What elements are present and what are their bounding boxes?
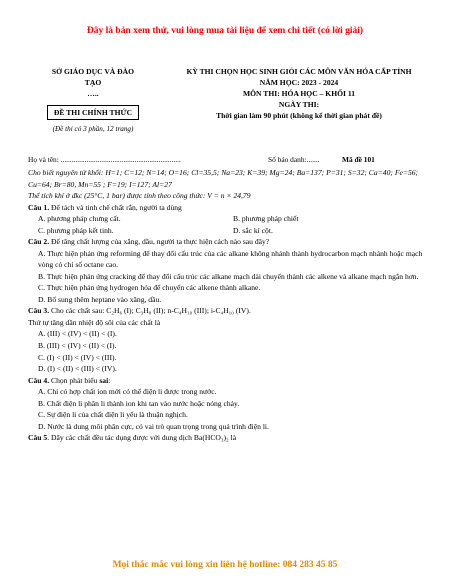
question-3: Câu 3. Cho các chất sau: C₂H₆ (I); C₃H₈ (II); n-C₄H₁₀ (III); i-C₄H₁₀ (IV). <box>28 306 251 316</box>
school-year: NĂM HỌC: 2023 - 2024 <box>259 78 339 87</box>
q3-option-c: C. (I) < (II) < (IV) < (III). <box>38 352 117 362</box>
question-1-options <box>28 213 428 225</box>
exam-duration: Thời gian làm 90 phút (không kể thời gian phát đề) <box>216 111 382 120</box>
hotline-banner: Mọi thắc mắc vui lòng xin liên hệ hotline: 084 283 45 85 <box>112 560 338 570</box>
q3-option-b: B. (III) < (IV) < (II) < (I). <box>38 340 117 350</box>
exam-code: Mã đề 101 <box>342 155 375 164</box>
candidate-name-field: Họ và tên: ................................................................. <box>28 155 181 164</box>
question-4: Câu 4. Chọn phát biểu sai: <box>28 375 111 385</box>
q4-option-c: C. Sự điện li của chất điện li yếu là thuận nghịch. <box>38 410 188 420</box>
q4-option-a: A. Chỉ có hợp chất ion mới có thể điện li được trong nước. <box>38 387 217 397</box>
q2-option-b: B. Thực hiện phản ứng cracking để thay đổi cấu trúc các alkane mạch dài chuyển thành các alkene và alkane mạch ngắn hơn. <box>38 271 419 281</box>
exam-date: NGÀY THI: <box>278 100 320 109</box>
department-line1: SỞ GIÁO DỤC VÀ ĐÀO <box>51 67 135 76</box>
official-exam-label: ĐỀ THI CHÍNH THỨC <box>47 105 139 120</box>
question-2: Câu 2. Để tăng chất lượng của xăng, dầu, người ta thực hiện cách nào sau đây? <box>28 237 270 247</box>
q3-option-a: A. (III) < (IV) < (II) < (I). <box>38 329 117 339</box>
question-1: Câu 1. Để tách và tinh chế chất rắn, người ta dùng <box>28 202 182 212</box>
subject: MÔN THI: HÓA HỌC – KHỐI 11 <box>242 89 356 98</box>
q4-option-d: D. Nước là dung môi phân cực, có vai trò quan trọng trong quá trình điện li. <box>38 421 269 431</box>
q2-option-d: D. Bổ sung thêm heptane vào xăng, dầu. <box>38 294 162 304</box>
preview-banner: Đây là bản xem thử, vui lòng mua tài liệu để xem chi tiết (có lời giải) <box>86 26 364 36</box>
exam-title: KỲ THI CHỌN HỌC SINH GIỎI CÁC MÔN VĂN HÓA CẤP TỈNH <box>186 67 412 76</box>
exam-body <box>28 167 428 444</box>
question-5: Câu 5. Dãy các chất đều tác dụng được với dung dịch Ba(HCO₃)₂ là <box>28 433 237 443</box>
department-line2: TẠO <box>84 78 102 87</box>
q1-option-d: D. sắc kí cột. <box>233 225 273 235</box>
atomic-masses: Cho biết nguyên tử khối: H=1; C=12; N=14; O=16; Cl=35,5; Na=23; K=39; Mg=24; Ba=137; P=31; S=32; Ca=40; Fe=56; Cu=64; Br=80, Mn=55 ; F=19; I=127; Al=27 <box>28 168 419 189</box>
q3-option-d: D. (I) < (II) < (III) < (IV). <box>38 364 117 374</box>
q4-option-b: B. Chất điện li phân li thành ion khi tan vào nước hoặc nóng chảy. <box>38 398 240 408</box>
question-3-prompt: Thứ tự tăng dần nhiệt độ sôi của các chất là <box>28 317 161 327</box>
q1-option-c: C. phương pháp kết tinh. <box>38 225 114 235</box>
q2-option-a: A. Thực hiện phản ứng reforming để thay đổi cấu trúc của các alkane không nhánh thành hydrocarbon mạch nhánh hoặc mạch vòng có chỉ số octane cao. <box>38 248 423 270</box>
header-right <box>168 66 430 121</box>
candidate-info <box>28 155 428 164</box>
header-left <box>28 66 158 134</box>
q1-option-b: B. phương pháp chiết <box>233 214 299 224</box>
department-line3: ….. <box>87 89 99 98</box>
candidate-number-field: Số báo danh:....... <box>268 155 320 164</box>
q1-option-a: A. phương pháp chưng cất. <box>38 214 121 224</box>
gas-volume-formula: Thể tích khí ở đkc (25°C, 1 bar) được tính theo công thức: V = n × 24,79 <box>28 191 251 201</box>
q2-option-c: C. Thực hiện phản ứng hydrogen hóa để chuyển các alkene thành alkane. <box>38 283 261 293</box>
exam-pages-note: (Đề thi có 3 phần, 12 trang) <box>52 125 134 133</box>
